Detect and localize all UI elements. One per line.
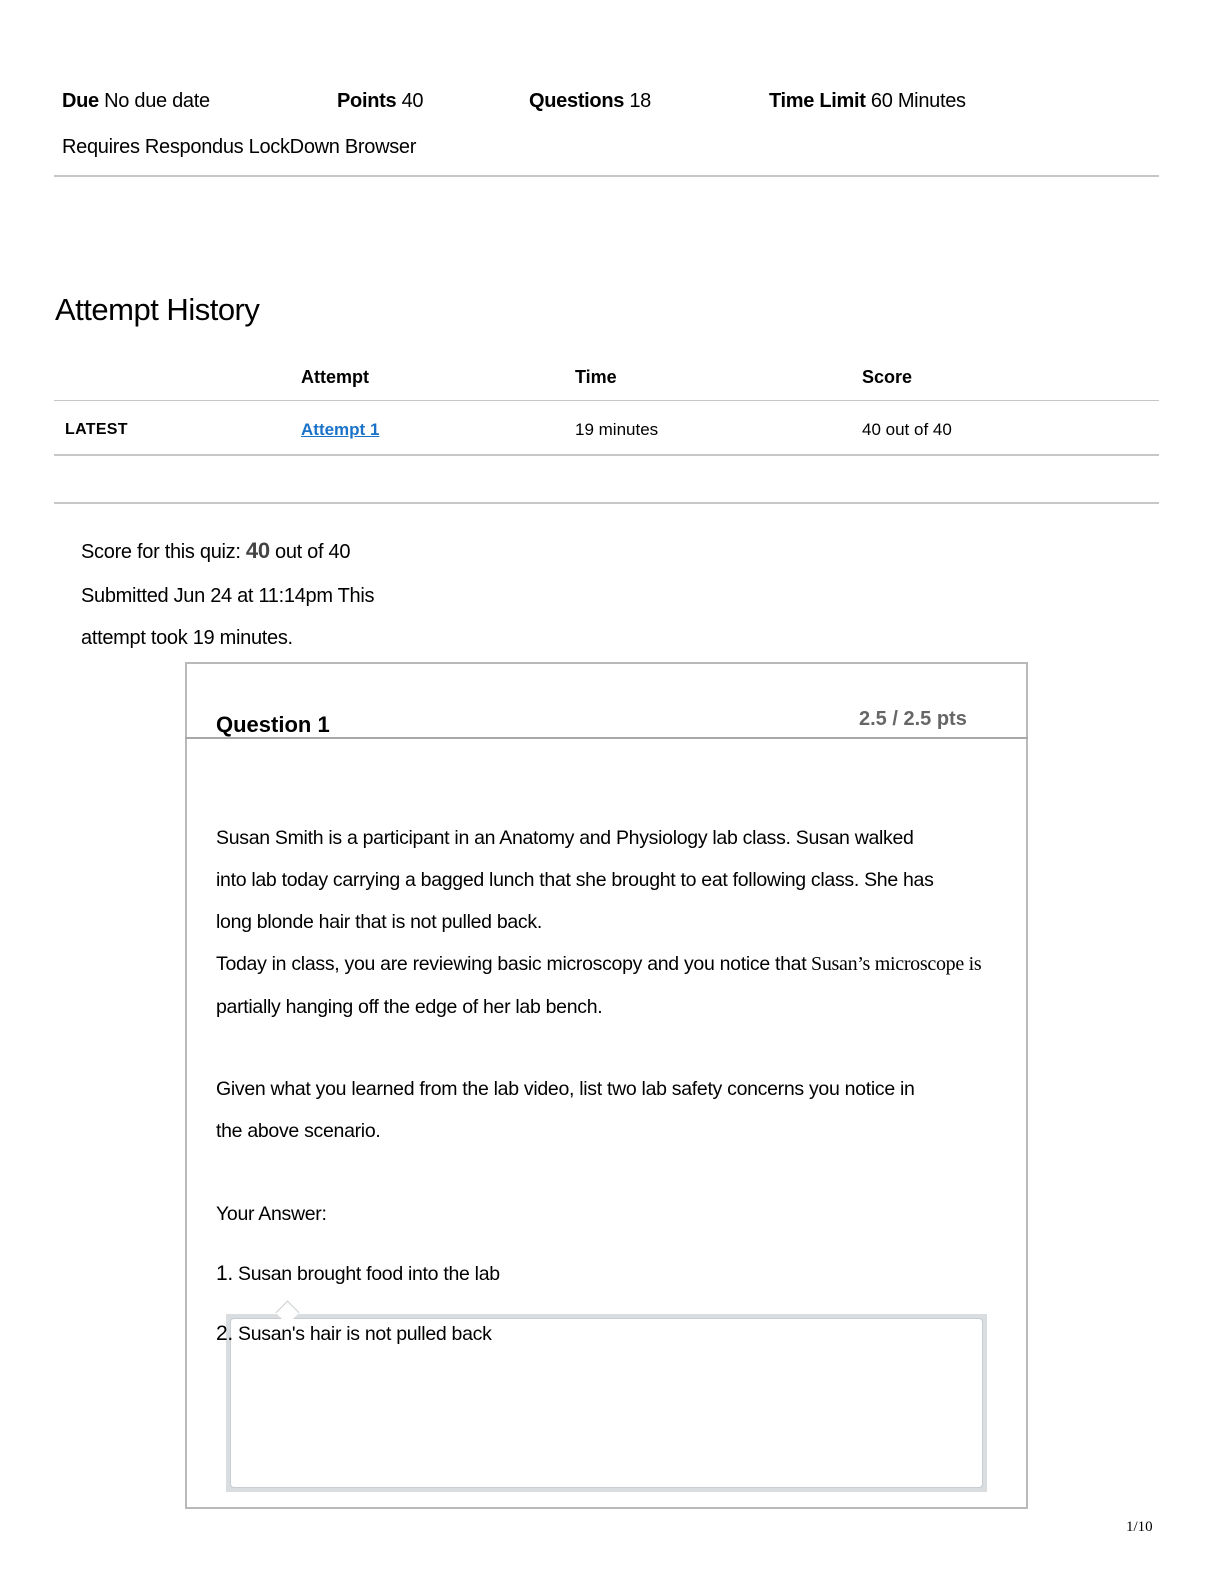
time-limit-label: Time Limit <box>769 90 866 112</box>
question-text-line-3: long blonde hair that is not pulled back. <box>216 911 542 933</box>
question-prompt-line-1: Given what you learned from the lab video, list two lab safety concerns you notice in <box>216 1078 915 1100</box>
questions-value: 18 <box>629 90 652 112</box>
answer-number-2: 2. <box>216 1322 233 1345</box>
question-text-line-4-end: Susan’s microscope is <box>806 953 982 975</box>
question-text-line-4-start: Today in class, you are reviewing basic microscopy and you notice that <box>216 953 807 975</box>
questions-info <box>529 90 651 113</box>
header-divider <box>54 175 1159 177</box>
question-title: Question 1 <box>216 712 330 737</box>
column-header-attempt: Attempt <box>301 367 369 387</box>
score-value: 40 <box>245 538 270 563</box>
table-bottom-divider <box>54 454 1159 456</box>
answer-number-1: 1. <box>216 1262 233 1285</box>
points-label: Points <box>337 90 397 112</box>
question-text-line-1: Susan Smith is a participant in an Anatomy and Physiology lab class. Susan walked <box>216 827 914 849</box>
question-points: 2.5 / 2.5 pts <box>859 708 967 730</box>
question-text-line-5: partially hanging off the edge of her lab bench. <box>216 996 603 1018</box>
section-divider <box>54 502 1159 504</box>
question-text-line-2: into lab today carrying a bagged lunch that she brought to eat following class. She has <box>216 869 934 891</box>
answer-text-1: Susan brought food into the lab <box>238 1263 500 1285</box>
points-info <box>337 90 423 113</box>
score-suffix: out of 40 <box>269 541 351 563</box>
submitted-line-1: Submitted Jun 24 at 11:14pm This <box>81 585 375 607</box>
column-header-score: Score <box>862 367 913 387</box>
time-limit-info <box>769 90 966 113</box>
attempt-1-link[interactable]: Attempt 1 <box>301 420 380 439</box>
column-header-time: Time <box>575 367 617 387</box>
table-header-divider <box>54 400 1159 401</box>
time-limit-value: 60 Minutes <box>870 90 966 112</box>
answer-item-1 <box>216 1262 500 1286</box>
attempt-time: 19 minutes <box>575 420 659 439</box>
questions-label: Questions <box>529 90 625 112</box>
your-answer-label: Your Answer: <box>216 1203 327 1225</box>
due-label: Due <box>62 90 99 112</box>
page-number: 1/10 <box>1126 1519 1153 1535</box>
score-prefix: Score for this quiz: <box>81 541 246 563</box>
points-value: 40 <box>401 90 424 112</box>
due-info <box>62 90 210 113</box>
due-value: No due date <box>104 90 210 112</box>
question-text-line-4 <box>216 953 981 976</box>
attempt-score: 40 out of 40 <box>862 420 952 439</box>
latest-tag: LATEST <box>65 421 128 438</box>
question-prompt-line-2: the above scenario. <box>216 1120 381 1142</box>
quiz-score-summary <box>81 538 350 564</box>
attempt-history-title: Attempt History <box>55 292 260 327</box>
lockdown-requirement: Requires Respondus LockDown Browser <box>62 136 417 158</box>
submitted-line-2: attempt took 19 minutes. <box>81 627 293 649</box>
answer-item-2 <box>216 1322 492 1346</box>
answer-text-2: Susan's hair is not pulled back <box>238 1323 492 1345</box>
